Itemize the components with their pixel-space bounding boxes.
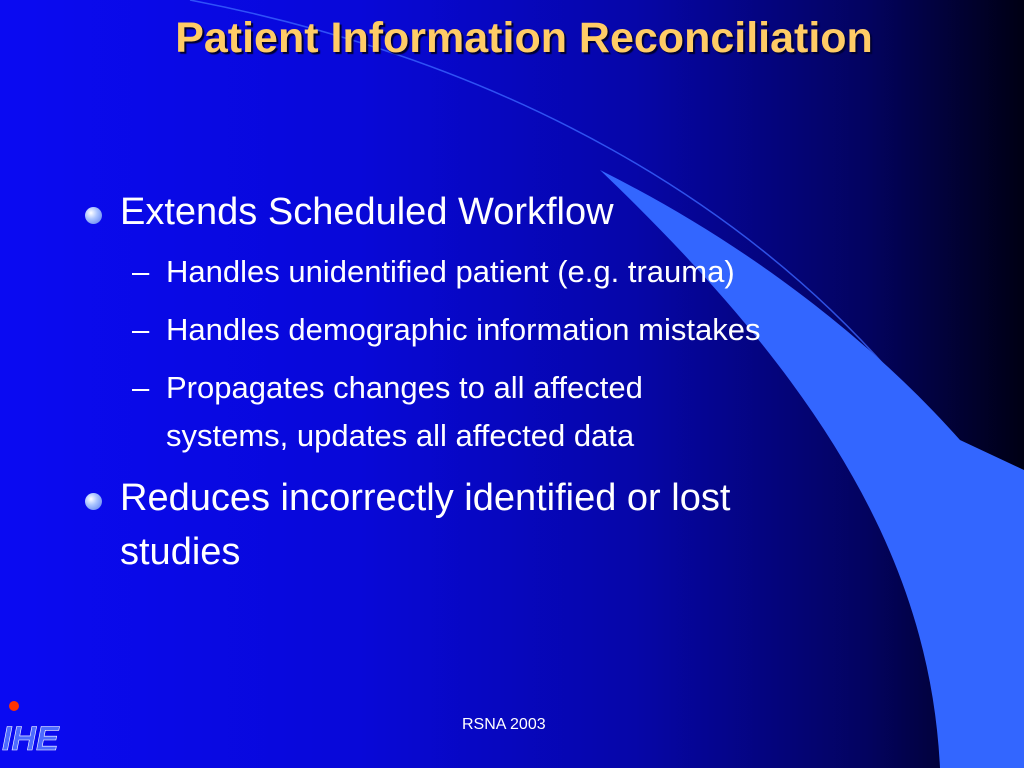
bullet-dot-icon <box>85 207 102 224</box>
bullet-item <box>120 472 730 524</box>
sub-bullet-text: Handles unidentified patient (e.g. trauma) <box>166 254 735 289</box>
bullet-text: studies <box>120 531 241 573</box>
footer-text: RSNA 2003 <box>462 716 546 733</box>
logo-dot-icon <box>9 701 19 711</box>
sub-bullet-text: Propagates changes to all affected <box>166 370 643 405</box>
bullet-dot-icon <box>85 493 102 510</box>
sub-bullet-item <box>132 306 761 354</box>
slide-title: Patient Information Reconciliation <box>175 14 873 62</box>
sub-bullet-continuation <box>166 412 634 460</box>
dash-icon: – <box>132 312 150 347</box>
sub-bullet-text: Handles demographic information mistakes <box>166 312 761 347</box>
sub-bullet-item <box>132 248 735 296</box>
bullet-item <box>120 186 614 238</box>
sub-bullet-text: systems, updates all affected data <box>166 418 635 453</box>
sub-bullet-item <box>132 364 643 412</box>
ihe-logo <box>0 698 76 758</box>
bullet-text: Extends Scheduled Workflow <box>120 191 614 233</box>
bullet-text: Reduces incorrectly identified or lost <box>120 477 731 519</box>
logo-text: IHE <box>2 720 59 758</box>
dash-icon: – <box>132 254 150 289</box>
bullet-continuation <box>120 526 240 578</box>
dash-icon: – <box>132 370 150 405</box>
